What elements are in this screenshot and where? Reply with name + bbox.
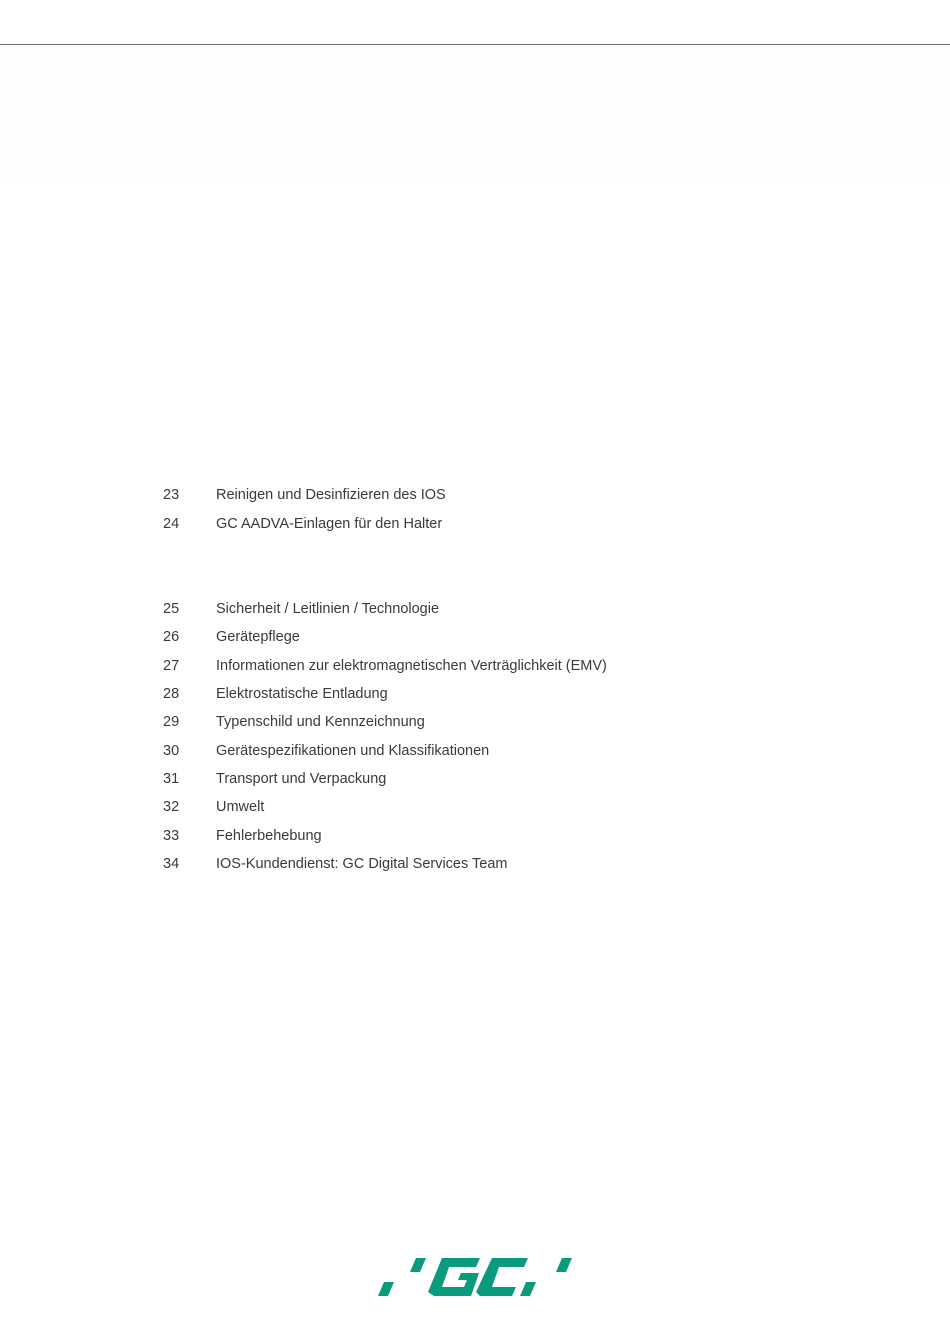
gc-logo-shapes xyxy=(378,1258,572,1296)
toc-entry[interactable] xyxy=(163,683,388,705)
toc-entry[interactable] xyxy=(163,853,507,875)
toc-entry[interactable] xyxy=(163,768,386,790)
toc-title: Sicherheit / Leitlinien / Technologie xyxy=(216,601,440,617)
toc-page-number: 33 xyxy=(163,828,180,844)
gc-logo xyxy=(376,1252,574,1300)
toc-title: Typenschild und Kennzeichnung xyxy=(216,714,425,730)
toc-page-number: 23 xyxy=(163,487,180,503)
toc-entry[interactable] xyxy=(163,598,439,620)
toc-title: Gerätepflege xyxy=(216,629,300,645)
toc-title: IOS-Kundendienst: GC Digital Services Team xyxy=(216,856,508,872)
toc-page-number: 27 xyxy=(163,658,180,674)
toc-page-number: 28 xyxy=(163,686,180,702)
toc-page-number: 26 xyxy=(163,629,180,645)
toc-entry[interactable] xyxy=(163,825,322,847)
toc-page-number: 31 xyxy=(163,771,180,787)
toc-page-number: 32 xyxy=(163,799,180,815)
toc-title: Informationen zur elektromagnetischen Verträglichkeit (EMV) xyxy=(216,658,607,674)
toc-title: Elektrostatische Entladung xyxy=(216,686,388,702)
toc-entry[interactable] xyxy=(163,513,442,535)
toc-title: Fehlerbehebung xyxy=(216,828,322,844)
toc-title: Gerätespezifikationen und Klassifikationen xyxy=(216,743,490,759)
toc-entry[interactable] xyxy=(163,711,425,733)
toc-page-number: 24 xyxy=(163,516,180,532)
toc-page-number: 30 xyxy=(163,743,180,759)
gc-logo-mark xyxy=(376,1252,574,1300)
toc-page-number: 34 xyxy=(163,856,180,872)
toc-entry[interactable] xyxy=(163,626,300,648)
header-band xyxy=(0,45,950,183)
toc-page-number: 29 xyxy=(163,714,180,730)
toc-page-number: 25 xyxy=(163,601,180,617)
toc-entry[interactable] xyxy=(163,655,607,677)
toc-title: Reinigen und Desinfizieren des IOS xyxy=(216,487,446,503)
toc-entry[interactable] xyxy=(163,740,489,762)
toc-title: Transport und Verpackung xyxy=(216,771,387,787)
toc-title: Umwelt xyxy=(216,799,265,815)
toc-title: GC AADVA-Einlagen für den Halter xyxy=(216,516,443,532)
toc-entry[interactable] xyxy=(163,484,446,506)
toc-entry[interactable] xyxy=(163,796,264,818)
